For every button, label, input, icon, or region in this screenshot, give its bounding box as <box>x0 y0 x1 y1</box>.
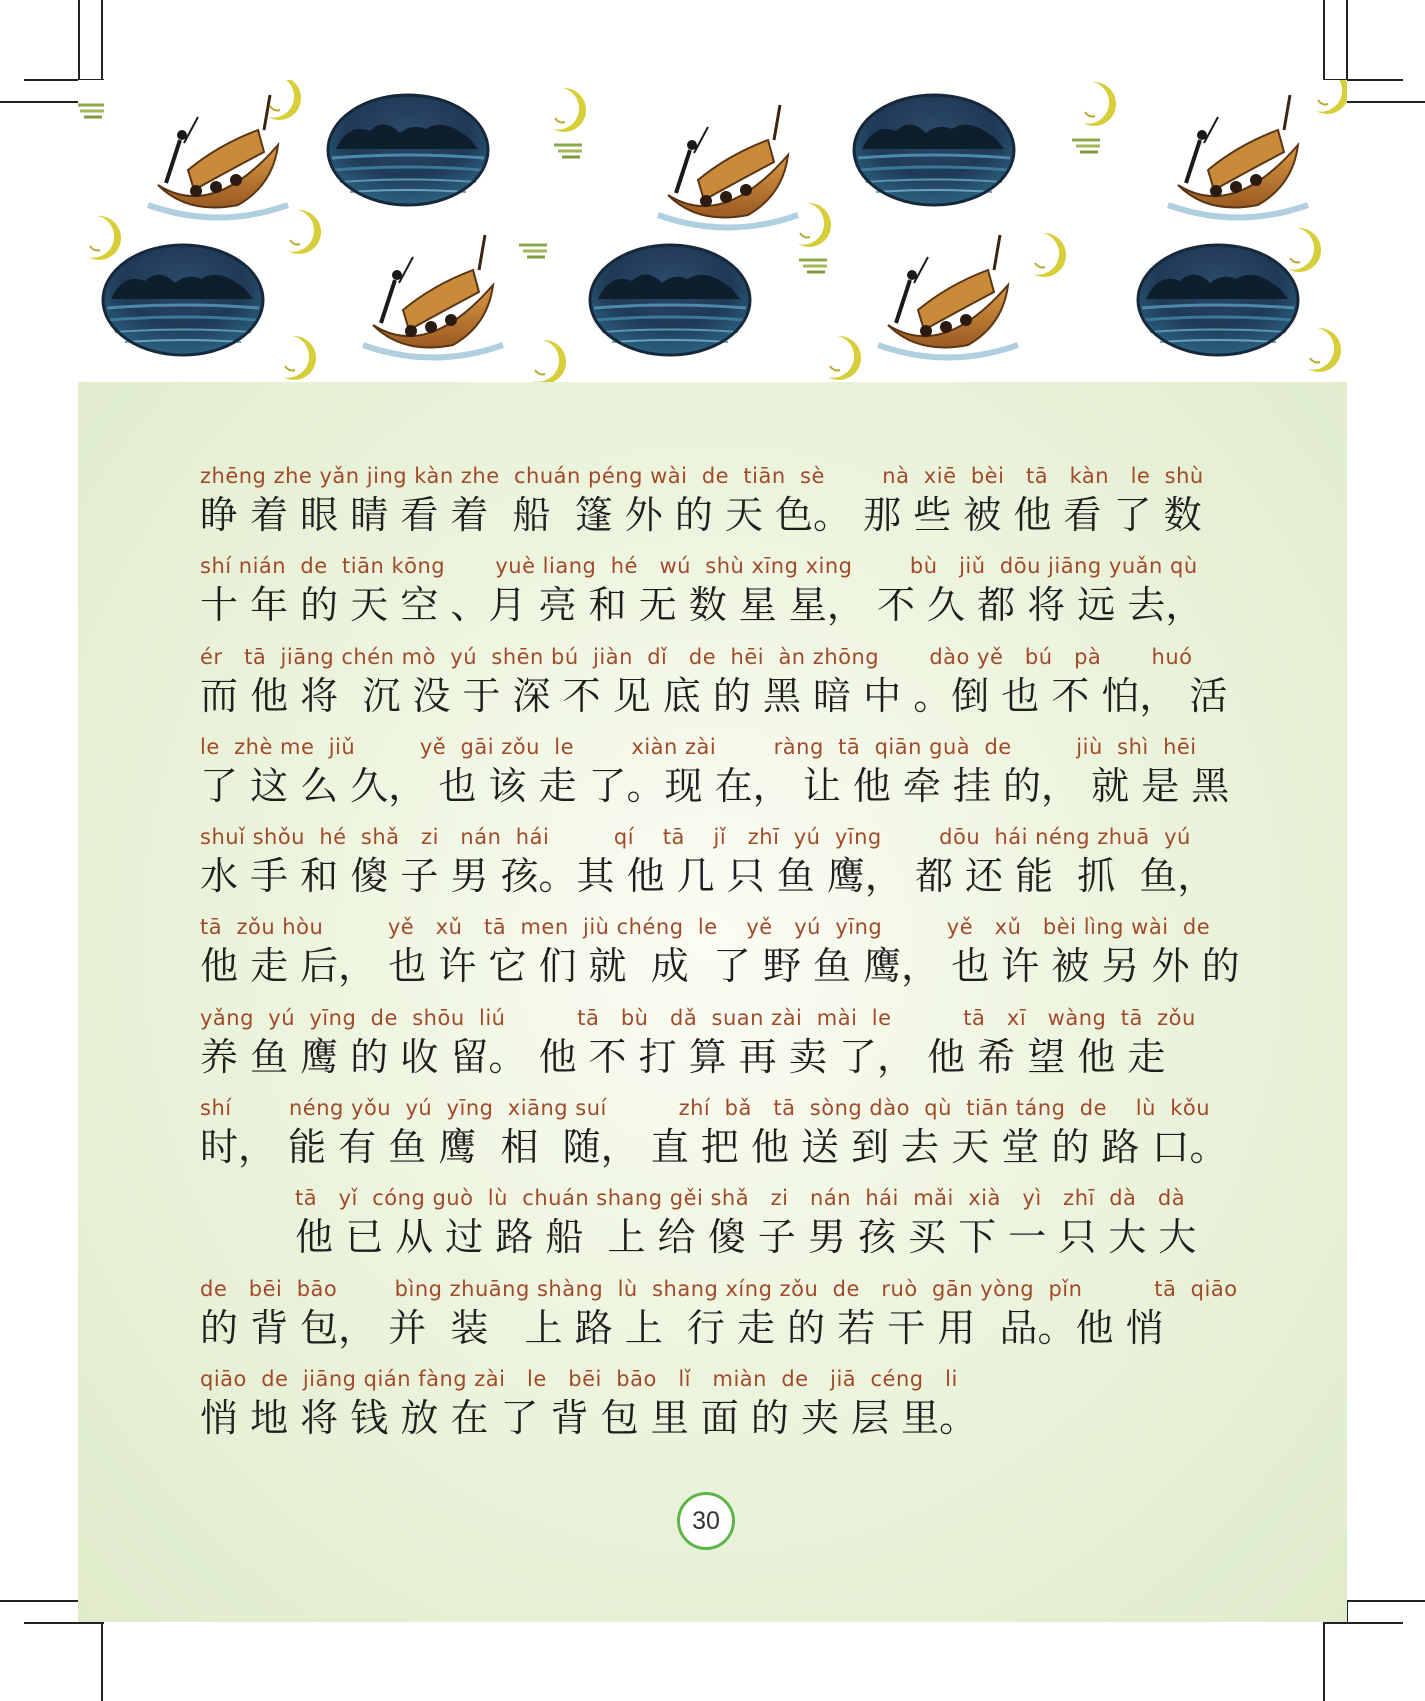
crescent-moon-icon <box>1316 80 1347 114</box>
hanzi-line: 的 背 包， 并 装 上 路 上 行 走 的 若 干 用 品。他 悄 <box>200 1305 1164 1350</box>
hanzi-line: 时， 能 有 鱼 鹰 相 随， 直 把 他 送 到 去 天 堂 的 路 口。 <box>200 1125 1228 1170</box>
text-line-2 <box>200 552 1210 642</box>
hanzi-line: 养 鱼 鹰 的 收 留。 他 不 打 算 再 卖 了， 他 希 望 他 走 <box>200 1034 1166 1079</box>
hanzi-line: 十 年 的 天 空 、月 亮 和 无 数 星 星， 不 久 都 将 远 去， <box>200 583 1204 628</box>
pinyin-line: zhēng zhe yǎn jing kàn zhe chuán péng wài de tiān sè nà xiē bèi tā kàn le shù <box>200 464 1204 488</box>
text-line-11 <box>200 1365 1210 1455</box>
hanzi-line: 悄 地 将 钱 放 在 了 背 包 里 面 的 夹 层 里。 <box>200 1395 978 1440</box>
crescent-moon-icon <box>1083 82 1116 126</box>
crop-mark-top-right-v2 <box>1346 0 1348 80</box>
pinyin-line: yǎng yú yīng de shōu liú tā bù dǎ suan zài mài le tā xī wàng tā zǒu <box>200 1005 1196 1030</box>
pinyin-line: shí nián de tiān kōng yuè liang hé wú shù xīng xing bù jiǔ dōu jiāng yuǎn qù <box>200 554 1198 579</box>
text-line-7 <box>200 1004 1210 1094</box>
pinyin-line: tā zǒu hòu yě xǔ tā men jiù chéng le yě yú yīng yě xǔ bèi lìng wài de <box>200 915 1211 940</box>
crop-mark-bottom-left-v <box>101 1622 103 1701</box>
boat-icon <box>658 105 798 228</box>
hanzi-line: 他 走 后， 也 许 它 们 就 成 了 野 鱼 鹰， 也 许 被 另 外 的 <box>200 944 1240 989</box>
hanzi-line: 了 这 么 久， 也 该 走 了。现 在， 让 他 牵 挂 的， 就 是 黑 <box>200 763 1230 808</box>
crop-mark-bottom-right-h <box>1323 1622 1403 1624</box>
crescent-moon-icon <box>553 88 586 132</box>
pinyin-line: ér tā jiāng chén mò yú shēn bú jiàn dǐ de hēi àn zhōng dào yě bú pà huó <box>200 644 1193 669</box>
pinyin-line: shí néng yǒu yú yīng xiāng suí zhí bǎ tā sòng dào qù tiān táng de lù kǒu <box>200 1096 1211 1121</box>
pinyin-line: de bēi bāo bìng zhuāng shàng lù shang xíng zǒu de ruò gān yòng pǐn tā qiāo <box>200 1276 1238 1301</box>
crop-mark-bottom-left-h <box>24 1622 104 1624</box>
boat-icon <box>878 235 1018 358</box>
crescent-moon-icon <box>1308 328 1341 372</box>
crop-mark-top-right-h2 <box>1346 101 1425 103</box>
pinyin-line: shuǐ shǒu hé shǎ zi nán hái qí tā jǐ zhī yú yīng dōu hái néng zhuā yú <box>200 825 1191 850</box>
boat-icon <box>363 235 503 358</box>
crescent-moon-icon <box>1288 228 1321 272</box>
crescent-moon-icon <box>798 203 831 247</box>
pinyin-line: qiāo de jiāng qián fàng zài le bēi bāo lǐ miàn de jiā céng li <box>200 1366 958 1391</box>
story-text <box>200 462 1240 1455</box>
night-sea-icon <box>854 95 1014 205</box>
text-line-9-indented <box>200 1184 1210 1274</box>
crescent-moon-icon <box>268 80 301 120</box>
crop-mark-bottom-right-h2 <box>1346 1600 1425 1602</box>
crescent-moon-icon <box>288 210 321 254</box>
night-sea-icon <box>1138 245 1298 355</box>
pinyin-line: le zhè me jiǔ yě gāi zǒu le xiàn zài ràng tā qiān guà de jiù shì hēi <box>200 734 1197 759</box>
hanzi-line: 睁 着 眼 睛 看 着 船 篷 外 的 天 色。 那 些 被 他 看 了 数 <box>200 493 1202 537</box>
boat-icon <box>148 95 288 218</box>
text-line-8 <box>200 1094 1228 1184</box>
crescent-moon-icon <box>88 216 121 260</box>
reed-icon <box>519 245 547 257</box>
boat-icon <box>1168 95 1308 218</box>
text-line-6 <box>200 913 1240 1003</box>
reed-icon <box>554 145 582 157</box>
night-sea-icon <box>103 245 263 355</box>
reed-icon <box>799 260 827 272</box>
text-line-1 <box>200 462 1210 552</box>
night-sea-icon <box>328 95 488 205</box>
crescent-moon-icon <box>1033 233 1066 277</box>
reed-icon <box>1072 140 1100 152</box>
text-line-3 <box>200 643 1228 733</box>
crop-mark-top-left-v2 <box>78 0 80 80</box>
text-line-10 <box>200 1275 1238 1365</box>
page-number: 30 <box>677 1492 735 1550</box>
crop-mark-top-left-h2 <box>0 101 80 103</box>
crop-mark-bottom-left-h2 <box>0 1600 80 1602</box>
crescent-moon-icon <box>283 336 316 380</box>
hanzi-line: 而 他 将 沉 没 于 深 不 见 底 的 黑 暗 中 。倒 也 不 怕， 活 <box>200 673 1228 718</box>
hanzi-line: 水 手 和 傻 子 男 孩。其 他 几 只 鱼 鹰， 都 还 能 抓 鱼， <box>200 854 1216 899</box>
hanzi-line: 他 已 从 过 路 船 上 给 傻 子 男 孩 买 下 一 只 大 大 <box>295 1215 1197 1260</box>
crescent-moon-icon <box>533 340 566 382</box>
text-line-4 <box>200 733 1230 823</box>
reed-icon <box>78 105 104 117</box>
night-sea-icon <box>590 245 750 355</box>
text-line-5 <box>200 823 1216 913</box>
decorative-illustration-band <box>78 80 1347 382</box>
crescent-moon-icon <box>828 336 861 380</box>
pinyin-line: tā yǐ cóng guò lù chuán shang gěi shǎ zi nán hái mǎi xià yì zhī dà dà <box>295 1186 1186 1211</box>
